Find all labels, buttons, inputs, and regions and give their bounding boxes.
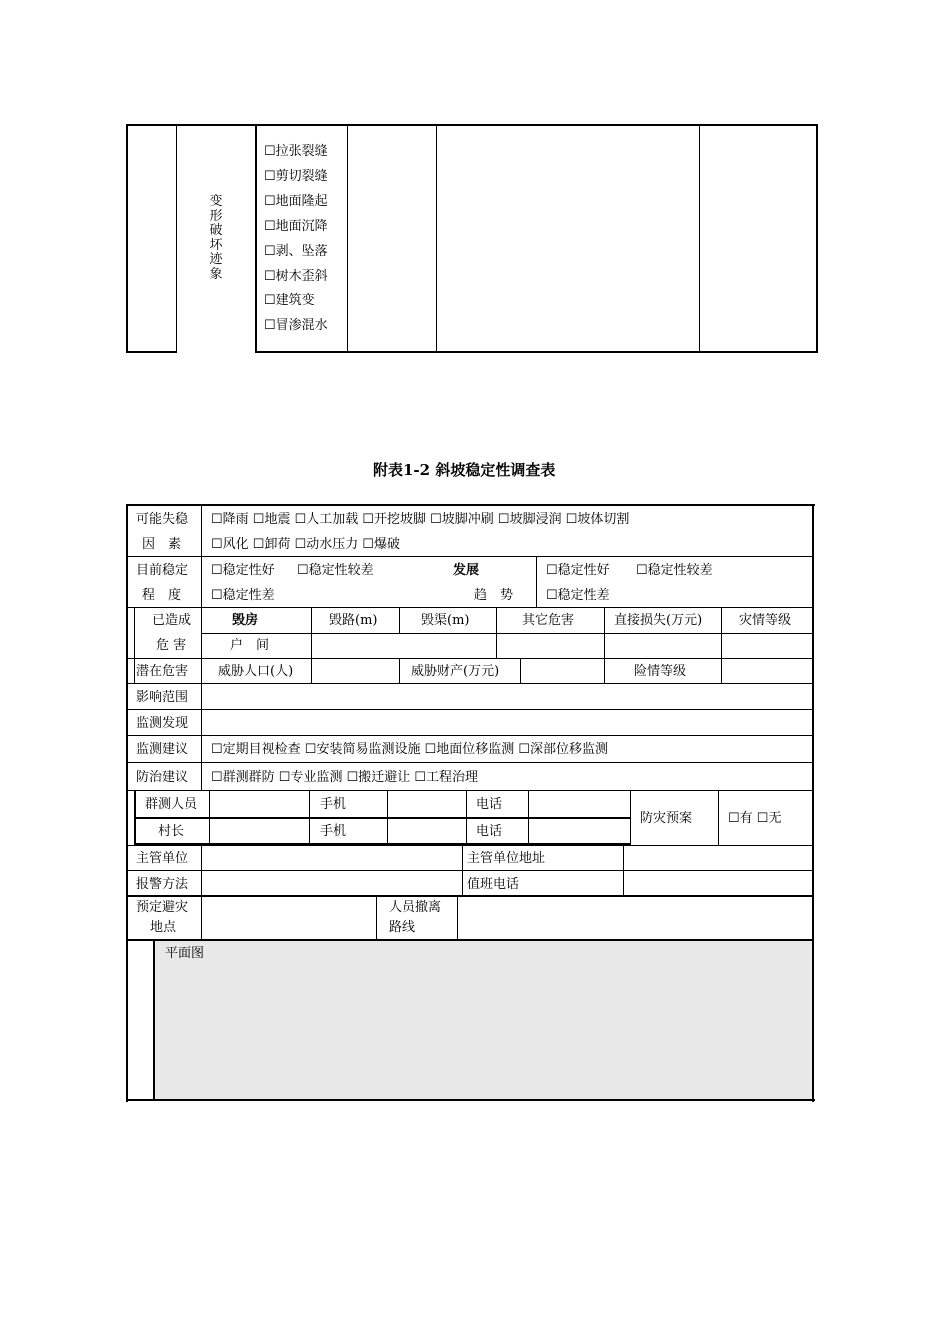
col-line — [399, 658, 400, 683]
col-line — [623, 845, 624, 896]
mobile-label: 手机 — [320, 824, 347, 839]
option-item: ☐拉张裂缝 — [264, 144, 328, 159]
phone-label: 电话 — [476, 797, 503, 812]
evacuation-label: 人员撤离 — [389, 900, 442, 915]
col-line — [134, 607, 135, 683]
table-border — [126, 1099, 815, 1101]
col-line — [718, 790, 719, 845]
plan-view-label: 平面图 — [165, 946, 205, 961]
control-advice-label: 防治建议 — [136, 770, 189, 785]
col-line — [201, 504, 202, 607]
loss-header: 直接损失(万元) — [614, 613, 703, 628]
row-line — [126, 556, 814, 557]
col-line — [201, 845, 202, 940]
canal-header: 毁渠(m) — [421, 613, 470, 628]
factors-options: ☐风化 ☐卸荷 ☐动水压力 ☐爆破 — [211, 537, 401, 552]
row-line — [126, 658, 814, 659]
col-line — [466, 790, 467, 845]
stability-label: 程 度 — [142, 588, 182, 603]
mobile-label: 手机 — [320, 797, 347, 812]
factors-label: 因 素 — [142, 537, 182, 552]
duty-phone-label: 值班电话 — [467, 877, 520, 892]
level-header: 灾情等级 — [739, 613, 792, 628]
col-line — [134, 790, 136, 845]
col-line — [309, 790, 310, 845]
page-title: 附表1-2 斜坡稳定性调查表 — [373, 461, 556, 479]
alarm-label: 报警方法 — [136, 877, 189, 892]
col-line — [457, 895, 458, 940]
col-line — [536, 556, 537, 607]
row-line — [126, 870, 814, 871]
stability-label: 目前稳定 — [136, 563, 189, 578]
phone-label: 电话 — [476, 824, 503, 839]
col-line — [209, 790, 210, 845]
stability-option: ☐稳定性好 — [211, 563, 275, 578]
row-line — [126, 607, 814, 608]
row-line — [126, 845, 814, 846]
trend-option: ☐稳定性差 — [546, 588, 610, 603]
option-item: ☐建筑变 — [264, 293, 315, 308]
evacuation-label: 路线 — [389, 920, 416, 935]
plan-options: ☐有 ☐无 — [728, 811, 782, 826]
col-line — [496, 607, 497, 658]
monitor-find-label: 监测发现 — [136, 716, 189, 731]
option-item: ☐地面沉降 — [264, 219, 328, 234]
trend-label: 趋 势 — [474, 588, 514, 603]
row-line — [126, 683, 814, 684]
factors-label: 可能失稳 — [136, 512, 189, 527]
control-advice-options: ☐群测群防 ☐专业监测 ☐搬迁避让 ☐工程治理 — [211, 770, 479, 785]
row-line — [126, 709, 814, 710]
authority-label: 主管单位 — [136, 851, 189, 866]
col-line — [604, 607, 605, 683]
col-line — [387, 790, 388, 845]
col-line — [462, 845, 463, 896]
row-line — [126, 790, 814, 791]
col-line — [201, 607, 202, 790]
col-line — [520, 658, 521, 683]
houses-unit: 户 间 — [230, 638, 270, 653]
option-item: ☐剪切裂缝 — [264, 169, 328, 184]
col-line — [630, 790, 631, 845]
damage-label: 已造成 — [152, 613, 192, 628]
col-line — [311, 607, 312, 683]
property-header: 威胁财产(万元) — [411, 664, 500, 679]
trend-label: 发展 — [453, 563, 480, 578]
influence-label: 影响范围 — [136, 690, 189, 705]
option-item: ☐剥、坠落 — [264, 244, 328, 259]
shelter-label: 地点 — [150, 920, 177, 935]
other-header: 其它危害 — [522, 613, 575, 628]
monitor-advice-options: ☐定期目视检查 ☐安装简易监测设施 ☐地面位移监测 ☐深部位移监测 — [211, 742, 609, 757]
damage-label: 危 害 — [156, 638, 187, 653]
option-item: ☐冒渗混水 — [264, 318, 328, 333]
factors-options: ☐降雨 ☐地震 ☐人工加载 ☐开挖坡脚 ☐坡脚冲刷 ☐坡脚浸润 ☐坡体切割 — [211, 512, 630, 527]
table-border — [126, 504, 128, 1102]
col-line — [528, 790, 529, 845]
monitor-person-label: 群测人员 — [145, 797, 198, 812]
row-line — [126, 762, 814, 763]
stability-option: ☐稳定性较差 — [297, 563, 374, 578]
col-line — [376, 895, 377, 940]
road-header: 毁路(m) — [329, 613, 378, 628]
deformation-label: 变形破坏迹象 — [209, 194, 223, 282]
monitor-advice-label: 监测建议 — [136, 742, 189, 757]
option-item: ☐地面隆起 — [264, 194, 328, 209]
stability-option: ☐稳定性差 — [211, 588, 275, 603]
row-line — [201, 633, 814, 634]
houses-label: 毁房 — [232, 613, 259, 628]
village-head-label: 村长 — [158, 824, 185, 839]
col-line — [399, 607, 400, 633]
potential-label: 潜在危害 — [136, 664, 189, 679]
trend-option: ☐稳定性较差 — [636, 563, 713, 578]
plan-label: 防灾预案 — [640, 811, 693, 826]
col-line — [721, 607, 722, 683]
authority-address-label: 主管单位地址 — [467, 851, 546, 866]
row-line — [126, 735, 814, 736]
table-border — [126, 504, 815, 506]
danger-header: 险情等级 — [634, 664, 687, 679]
plan-view-area — [155, 941, 812, 1099]
table-border — [812, 504, 814, 1102]
trend-option: ☐稳定性好 — [546, 563, 610, 578]
option-item: ☐树木歪斜 — [264, 269, 328, 284]
row-line — [126, 895, 814, 897]
shelter-label: 预定避灾 — [136, 900, 189, 915]
people-header: 威胁人口(人) — [218, 664, 294, 679]
